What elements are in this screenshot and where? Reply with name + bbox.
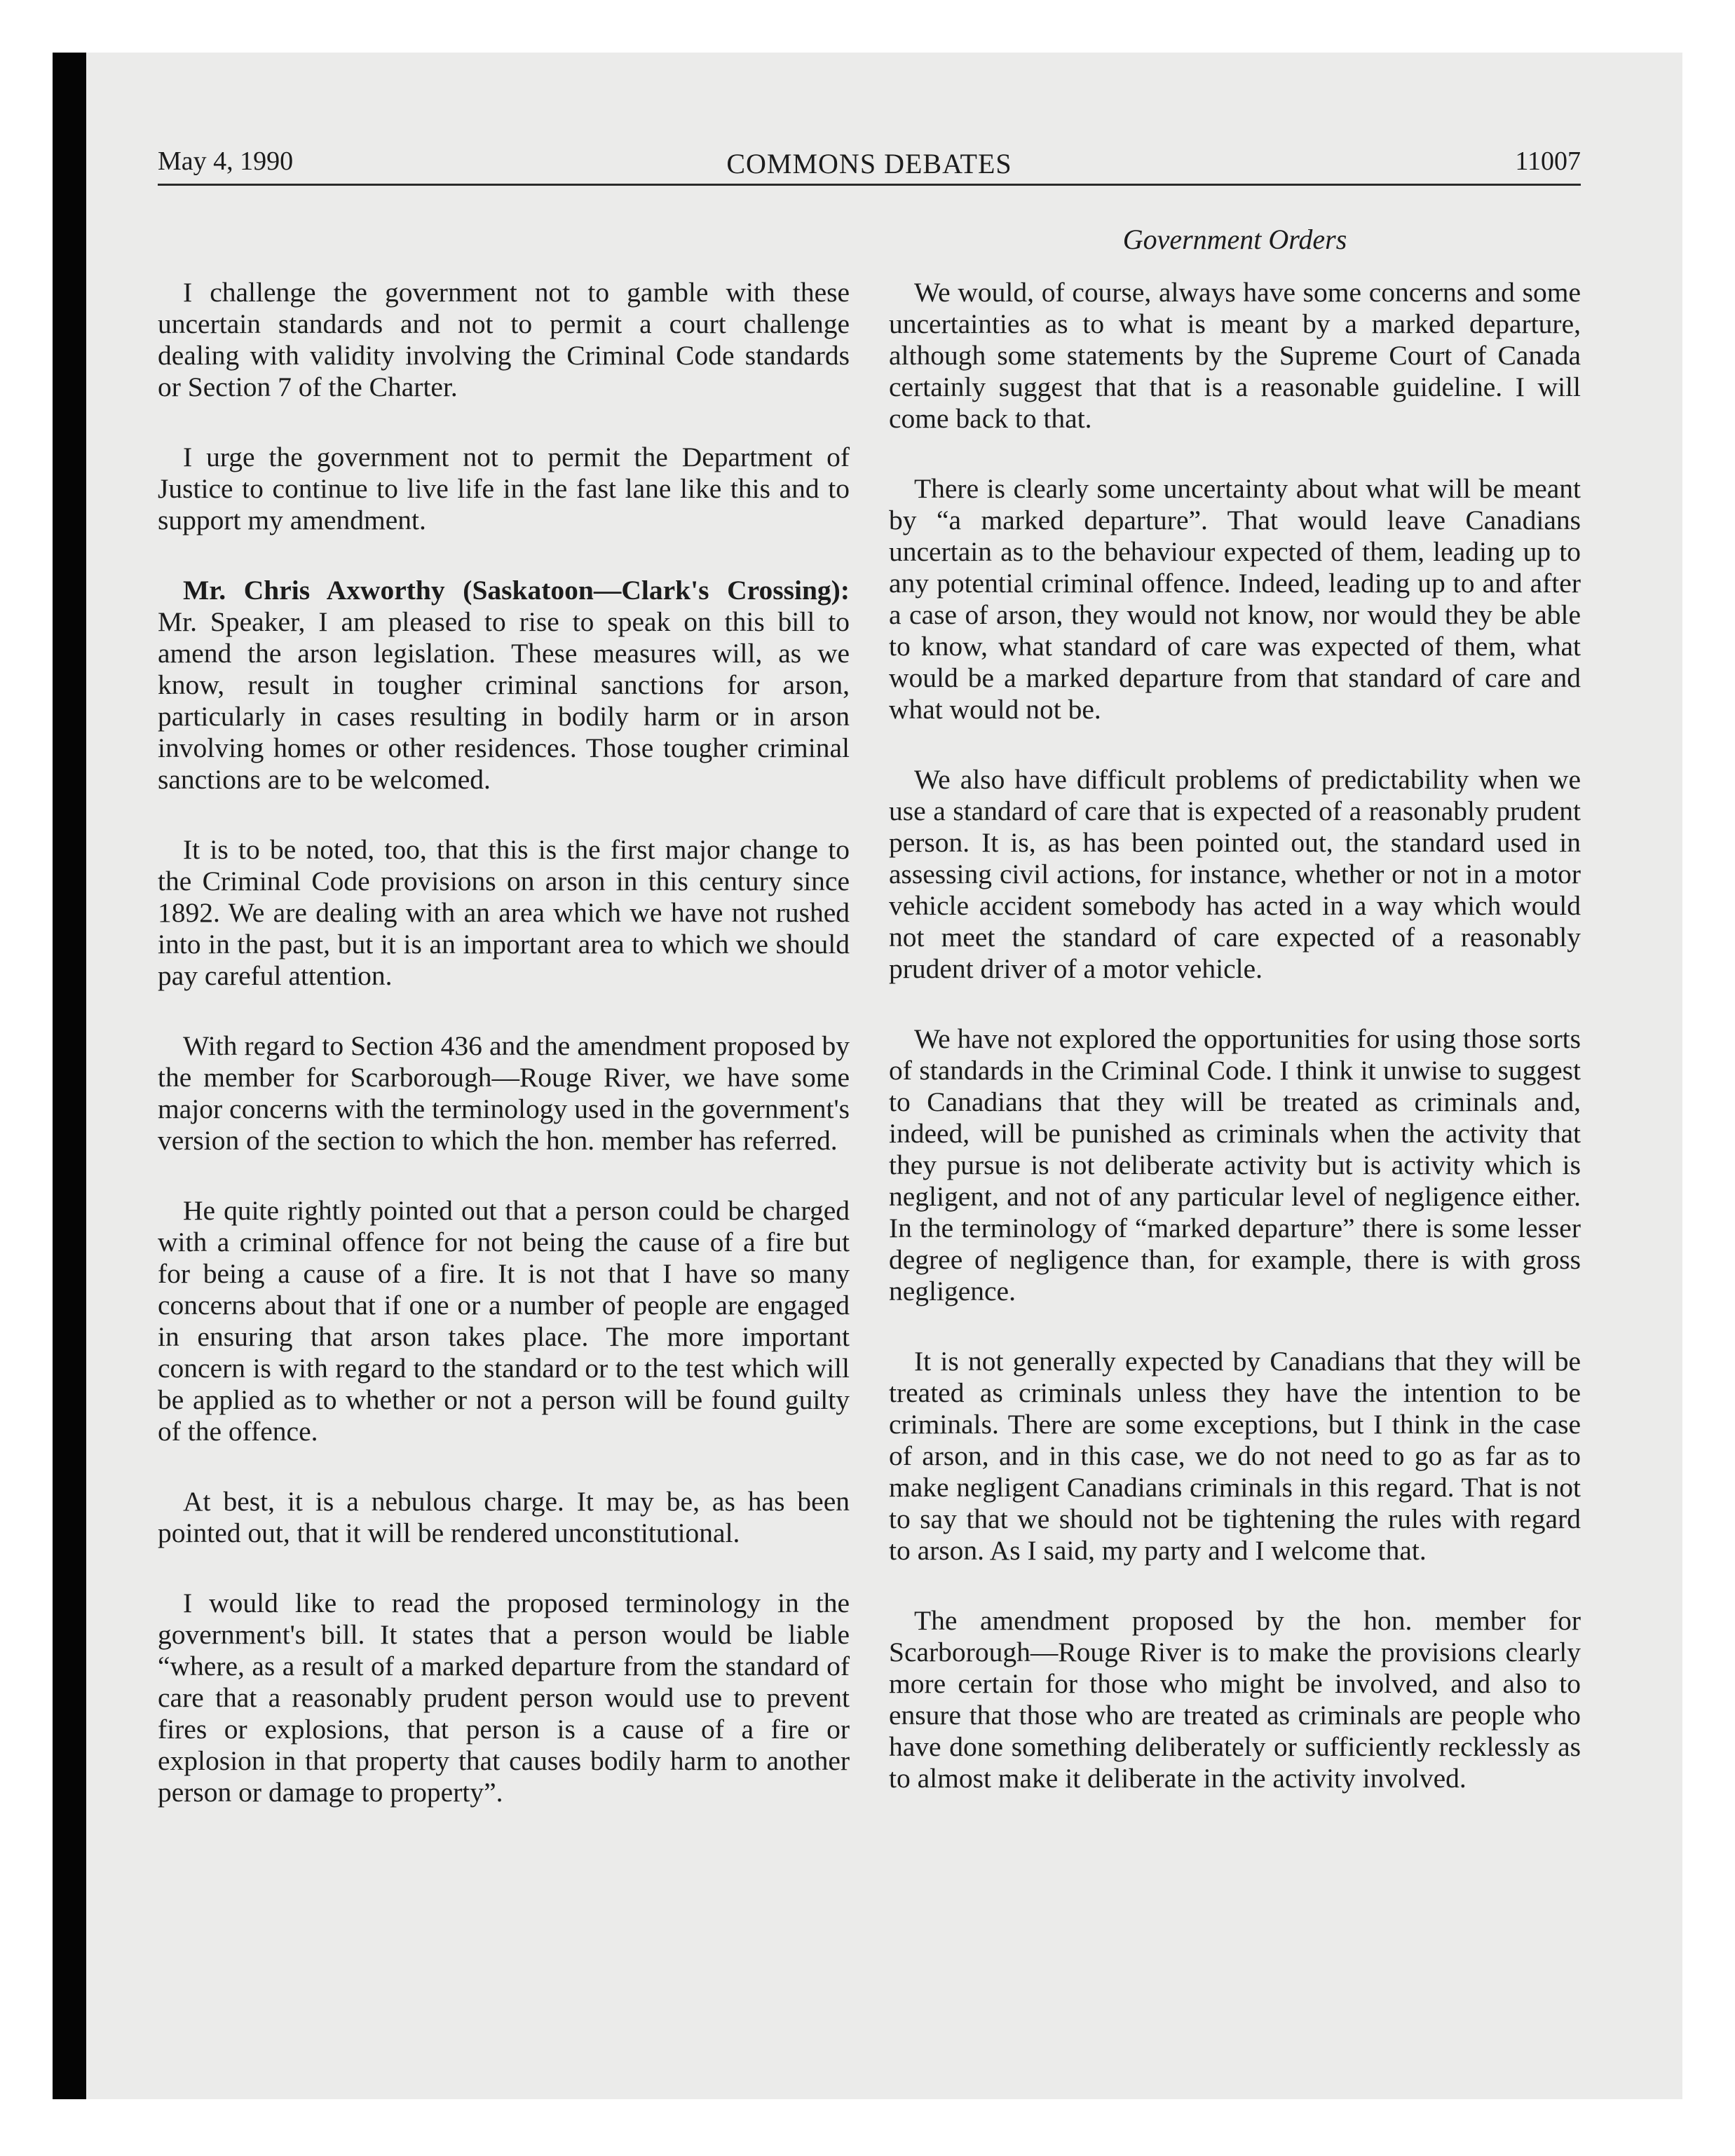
section-label: Government Orders <box>1122 224 1347 255</box>
paragraph: I would like to read the proposed terminology in the government's bill. It states that a person would be liable “where, as a result of a marked departure from the standard of care that a reasonably prudent person would use to prevent fires or explosions, that person is a cause of a fire or explosion in that property that causes bodily harm to another person or damage to property”. <box>158 1588 850 1808</box>
right-column <box>889 277 1581 1833</box>
paragraph: I challenge the government not to gamble with these uncertain standards and not to permit a court challenge dealing with validity involving the Criminal Code standards or Section 7 of the Charter. <box>158 277 850 402</box>
paragraph: It is to be noted, too, that this is the first major change to the Criminal Code provisions on arson in this century since 1892. We are dealing with an area which we have not rushed into in the past, but it is an important area to which we should pay careful attention. <box>158 834 850 991</box>
paragraph: We would, of course, always have some concerns and some uncertainties as to what is meant by a marked departure, although some statements by the Supreme Court of Canada certainly suggest that that is a reasonable guideline. I will come back to that. <box>889 277 1581 434</box>
paragraph: The amendment proposed by the hon. member for Scarborough—Rouge River is to make the provisions clearly more certain for those who might be involved, and also to ensure that those who are treated as criminals are people who have done something deliberately or sufficiently recklessly as to almost make it deliberate in the activity involved. <box>889 1605 1581 1794</box>
running-head <box>158 146 1581 185</box>
paragraph: He quite rightly pointed out that a person could be charged with a criminal offence for not being the cause of a fire but for being a cause of a fire. It is not that I have so many concerns about that if one or a number of people are engaged in ensuring that arson takes place. The more important concern is with regard to the standard or to the test which will be applied as to whether or not a person will be found guilty of the offence. <box>158 1195 850 1447</box>
page-number: 11007 <box>1515 146 1581 176</box>
paragraph <box>158 575 850 796</box>
binding-edge <box>53 53 86 2099</box>
left-column <box>158 277 850 1847</box>
paragraph: With regard to Section 436 and the amendment proposed by the member for Scarborough—Rouge River, we have some major concerns with the terminology used in the government's version of the section to which the hon. member has referred. <box>158 1030 850 1156</box>
header-rule <box>158 184 1581 186</box>
paragraph-text: Mr. Speaker, I am pleased to rise to speak on this bill to amend the arson legislation. These measures will, as we know, result in tougher criminal sanctions for arson, particularly in cases resulting in bodily harm or in arson involving homes or other residences. Those tougher criminal sanctions are to be welcomed. <box>158 606 850 795</box>
paragraph: We have not explored the opportunities for using those sorts of standards in the Criminal Code. I think it unwise to suggest to Canadians that they will be treated as criminals and, indeed, will be punished as criminals when the activity that they pursue is not deliberate activity but is activity which is negligent, and not of any particular level of negligence either. In the terminology of “marked departure” there is some lesser degree of negligence than, for example, there is with gross negligence. <box>889 1023 1581 1306</box>
paragraph: I urge the government not to permit the Department of Justice to continue to live life in the fast lane like this and to support my amendment. <box>158 442 850 535</box>
paragraph: At best, it is a nebulous charge. It may be, as has been pointed out, that it will be rendered unconstitutional. <box>158 1486 850 1548</box>
paragraph: There is clearly some uncertainty about what will be meant by “a marked departure”. That would leave Canadians uncertain as to the behaviour expected of them, leading up to any potential criminal offence. Indeed, leading up to and after a case of arson, they would not know, nor would they be able to know, what standard of care was expected of them, what would be a marked departure from that standard of care and what would not be. <box>889 473 1581 725</box>
speaker-name: Mr. Chris Axworthy (Saskatoon—Clark's Crossing): <box>183 575 850 606</box>
header-title: COMMONS DEBATES <box>726 148 1012 179</box>
paragraph: We also have difficult problems of predictability when we use a standard of care that is expected of a reasonably prudent person. It is, as has been pointed out, the standard used in assessing civil actions, for instance, whether or not in a motor vehicle accident somebody has acted in a way which would not meet the standard of care expected of a reasonably prudent driver of a motor vehicle. <box>889 764 1581 984</box>
header-date: May 4, 1990 <box>158 146 294 176</box>
paragraph: It is not generally expected by Canadians that they will be treated as criminals unless they have the intention to be criminals. There are some exceptions, but I think in the case of arson, and in this case, we do not need to go as far as to make negligent Canadians criminals in this regard. That is not to say that we should not be tightening the rules with regard to arson. As I said, my party and I welcome that. <box>889 1346 1581 1566</box>
